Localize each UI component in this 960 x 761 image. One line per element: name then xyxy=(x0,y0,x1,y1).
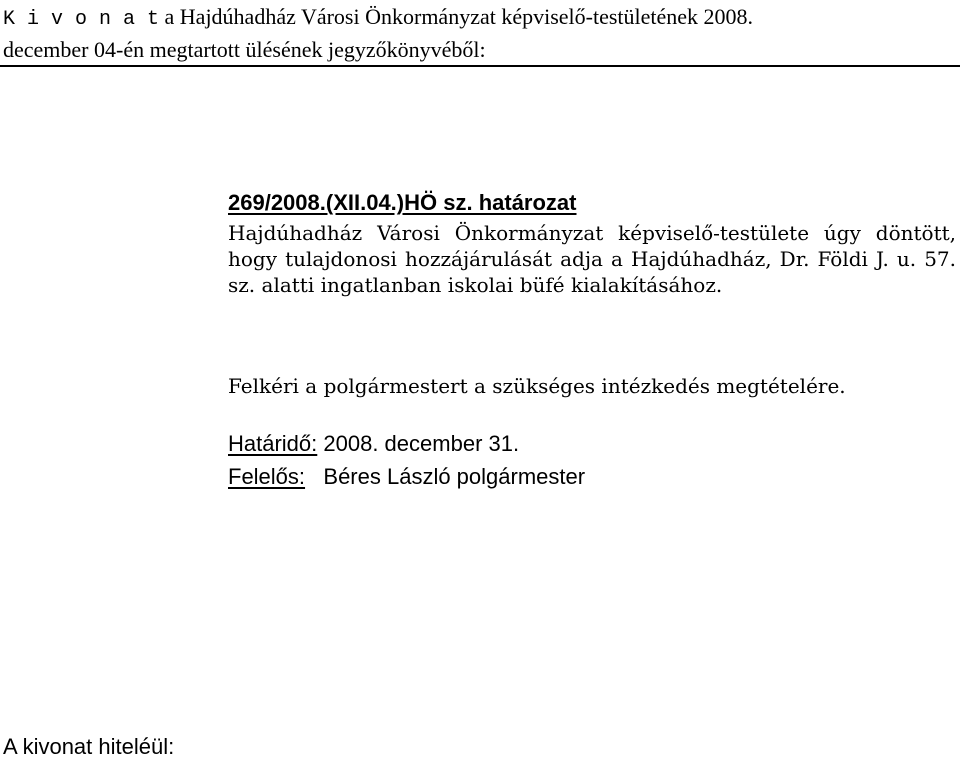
header-line-1: a Hajdúhadház Városi Önkormányzat képviselő-testületének 2008. xyxy=(159,4,754,29)
decision-request: Felkéri a polgármestert a szükséges intézkedés megtételére. xyxy=(228,374,846,398)
responsible-value: Béres László polgármester xyxy=(323,464,586,489)
deadline-label: Határidő: xyxy=(228,431,318,456)
decision-body: Hajdúhadház Városi Önkormányzat képviselő-testülete úgy döntött, hogy tulajdonosi hozzájárulását adja a Hajdúhadház, Dr. Földi J. u. 57. sz. alatti ingatlanban iskolai büfé kialakításához. xyxy=(228,221,956,297)
responsible-line xyxy=(228,463,585,491)
deadline-line xyxy=(228,430,519,458)
certification-text: A kivonat hiteléül: xyxy=(3,734,175,759)
deadline-value: 2008. december 31. xyxy=(317,431,520,456)
document-header xyxy=(3,2,953,65)
responsible-label: Felelős: xyxy=(228,464,306,489)
header-line-2: december 04-én megtartott ülésének jegyzőkönyvéből: xyxy=(3,37,486,62)
header-divider xyxy=(0,65,960,67)
extract-label: K i v o n a t xyxy=(3,8,160,31)
decision-title: 269/2008.(XII.04.)HÖ sz. határozat xyxy=(228,190,577,215)
